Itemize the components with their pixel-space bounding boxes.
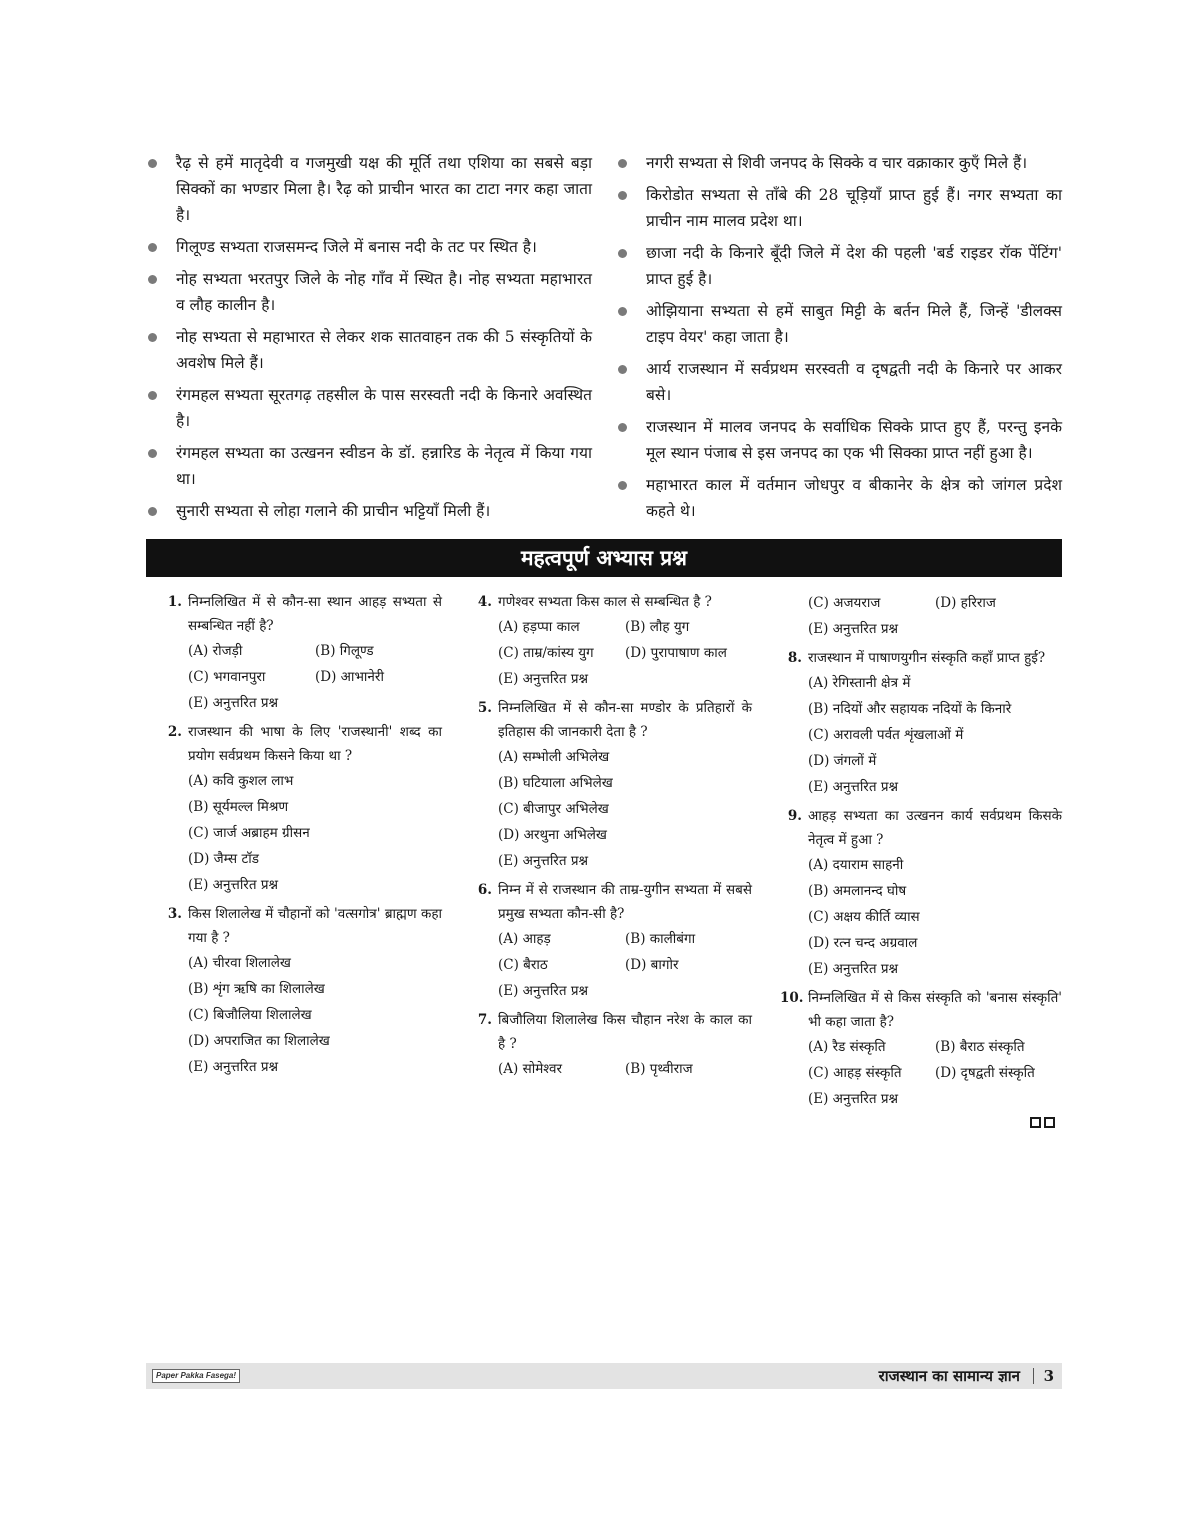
question-text: गणेश्वर सभ्यता किस काल से सम्बन्धित है ? [498,594,712,610]
bullet-item: किरोडोत सभ्यता से ताँबे की 28 चूड़ियाँ प्राप्त हुई हैं। नगर सभ्यता का प्राचीन नाम मालव प्रदेश था। [616,182,1062,234]
bullet-dot-icon [618,159,627,168]
square-icon [1044,1117,1055,1128]
option-c: (C) अजयराज [808,595,881,611]
option-d: (D) बागोर [625,957,679,973]
question-text: निम्नलिखित में से किस संस्कृति को 'बनास संस्कृति' भी कहा जाता है? [808,990,1062,1030]
option-e: (E) अनुत्तरित प्रश्न [808,1091,899,1107]
bullet-dot-icon [618,365,627,374]
option-d: (D) अरथुना अभिलेख [498,827,607,843]
bullet-dot-icon [618,307,627,316]
option-d: (D) दृषद्वती संस्कृति [935,1065,1035,1081]
bullet-dot-icon [148,391,157,400]
square-icon [1030,1117,1041,1128]
bullet-dot-icon [618,191,627,200]
option-a: (A) कवि कुशल लाभ [188,773,294,789]
option-c: (C) ताम्र/कांस्य युग [498,645,594,661]
question-4 [470,590,752,692]
bullet-dot-icon [618,423,627,432]
option-a: (A) दयाराम साहनी [808,857,904,873]
question-7-continued [780,590,1062,642]
bullet-item: ओझियाना सभ्यता से हमें साबुत मिट्टी के बर्तन मिले हैं, जिन्हें 'डीलक्स टाइप वेयर' कहा जाता है। [616,298,1062,350]
bullet-section [146,150,1062,530]
question-number: 5. [477,700,492,716]
section-title: महत्वपूर्ण अभ्यास प्रश्न [146,539,1062,577]
question-number: 7. [477,1012,492,1028]
option-b: (B) पृथ्वीराज [625,1061,693,1077]
question-6 [470,878,752,1004]
bullet-item: नोह सभ्यता से महाभारत से लेकर शक सातवाहन तक की 5 संस्कृतियों के अवशेष मिले हैं। [146,324,592,376]
bullet-item: सुनारी सभ्यता से लोहा गलाने की प्राचीन भट्टियाँ मिली हैं। [146,498,592,524]
bullet-item: गिलूण्ड सभ्यता राजसमन्द जिले में बनास नदी के तट पर स्थित है। [146,234,592,260]
question-9 [780,804,1062,982]
option-e: (E) अनुत्तरित प्रश्न [188,877,279,893]
option-d: (D) हरिराज [935,595,996,611]
questions-section [160,590,1062,1116]
option-a: (A) सम्भोली अभिलेख [498,749,610,765]
option-e: (E) अनुत्तरित प्रश्न [808,961,899,977]
option-b: (B) नदियों और सहायक नदियों के किनारे [808,701,1012,717]
option-c: (C) अक्षय कीर्ति व्यास [808,909,920,925]
option-c: (C) आहड़ संस्कृति [808,1065,902,1081]
question-text: आहड़ सभ्यता का उत्खनन कार्य सर्वप्रथम किसके नेतृत्व में हुआ ? [808,808,1062,848]
option-b: (B) कालीबंगा [625,931,696,947]
question-column-1 [160,590,442,1116]
option-c: (C) बीजापुर अभिलेख [498,801,609,817]
footer-divider [1033,1368,1034,1384]
question-number: 4. [477,594,492,610]
bullet-item: रंगमहल सभ्यता सूरतगढ़ तहसील के पास सरस्वती नदी के किनारे अवस्थित है। [146,382,592,434]
book-title: राजस्थान का सामान्य ज्ञान [878,1367,1020,1385]
bullet-item: आर्य राजस्थान में सर्वप्रथम सरस्वती व दृषद्वती नदी के किनारे पर आकर बसे। [616,356,1062,408]
option-c: (C) अरावली पर्वत शृंखलाओं में [808,727,964,743]
option-b: (B) बैराठ संस्कृति [935,1039,1025,1055]
option-a: (A) रेगिस्तानी क्षेत्र में [808,675,911,691]
bullet-dot-icon [148,275,157,284]
end-of-section-mark [1030,1117,1055,1128]
option-c: (C) बैराठ [498,957,548,973]
bullet-item: महाभारत काल में वर्तमान जोधपुर व बीकानेर के क्षेत्र को जांगल प्रदेश कहते थे। [616,472,1062,524]
question-number: 8. [787,650,802,666]
bullet-dot-icon [148,333,157,342]
option-b: (B) गिलूण्ड [315,643,374,659]
option-a: (A) चीरवा शिलालेख [188,955,291,971]
question-2 [160,720,442,898]
bullet-item: नगरी सभ्यता से शिवी जनपद के सिक्के व चार वक्राकार कुएँ मिले हैं। [616,150,1062,176]
option-b: (B) अमलानन्द घोष [808,883,907,899]
question-text: किस शिलालेख में चौहानों को 'वत्सगोत्र' ब्राह्मण कहा गया है ? [188,906,442,946]
question-3 [160,902,442,1080]
option-e: (E) अनुत्तरित प्रश्न [188,695,279,711]
option-c: (C) जार्ज अब्राहम ग्रीसन [188,825,310,841]
question-text: राजस्थान की भाषा के लिए 'राजस्थानी' शब्द का प्रयोग सर्वप्रथम किसने किया था ? [188,724,442,764]
option-b: (B) सूर्यमल्ल मिश्रण [188,799,289,815]
question-text: निम्नलिखित में से कौन-सा स्थान आहड़ सभ्यता से सम्बन्धित नहीं है? [188,594,442,634]
bullet-item: नोह सभ्यता भरतपुर जिले के नोह गाँव में स्थित है। नोह सभ्यता महाभारत व लौह कालीन है। [146,266,592,318]
option-c: (C) बिजौलिया शिलालेख [188,1007,312,1023]
bullet-dot-icon [148,449,157,458]
option-a: (A) रोजड़ी [188,643,243,659]
bullet-column-right [616,150,1062,530]
bullet-item: रैढ़ से हमें मातृदेवी व गजमुखी यक्ष की मूर्ति तथा एशिया का सबसे बड़ा सिक्कों का भण्डार मिला है। रैढ़ को प्राचीन भारत का टाटा नगर कहा जाता है। [146,150,592,228]
question-number: 2. [167,724,182,740]
option-d: (D) पुरापाषाण काल [625,645,727,661]
option-e: (E) अनुत्तरित प्रश्न [808,621,899,637]
bullet-dot-icon [148,243,157,252]
question-number: 6. [477,882,492,898]
bullet-dot-icon [148,507,157,516]
publisher-logo: Paper Pakka Fasega! [152,1369,240,1383]
option-a: (A) सोमेश्वर [498,1061,563,1077]
option-d: (D) अपराजित का शिलालेख [188,1033,330,1049]
question-number: 10. [780,990,804,1006]
bullet-item: रंगमहल सभ्यता का उत्खनन स्वीडन के डॉ. हन्नारिड के नेतृत्व में किया गया था। [146,440,592,492]
page-footer [146,1363,1062,1389]
question-8 [780,646,1062,800]
option-b: (B) लौह युग [625,619,690,635]
question-number: 3. [167,906,182,922]
bullet-column-left [146,150,592,530]
option-b: (B) शृंग ऋषि का शिलालेख [188,981,325,997]
question-number: 9. [787,808,802,824]
option-a: (A) आहड़ [498,931,551,947]
option-e: (E) अनुत्तरित प्रश्न [188,1059,279,1075]
question-text: बिजौलिया शिलालेख किस चौहान नरेश के काल का है ? [498,1012,752,1052]
option-d: (D) जंगलों में [808,753,877,769]
question-10 [780,986,1062,1112]
option-b: (B) घटियाला अभिलेख [498,775,613,791]
question-column-3 [780,590,1062,1116]
option-a: (A) हड़प्पा काल [498,619,580,635]
option-c: (C) भगवानपुरा [188,669,266,685]
option-e: (E) अनुत्तरित प्रश्न [498,671,589,687]
option-d: (D) जैम्स टॉड [188,851,259,867]
bullet-dot-icon [618,249,627,258]
bullet-dot-icon [618,481,627,490]
option-a: (A) रैड संस्कृति [808,1039,886,1055]
question-column-2 [470,590,752,1116]
question-5 [470,696,752,874]
bullet-item: छाजा नदी के किनारे बूँदी जिले में देश की पहली 'बर्ड राइडर रॉक पेंटिंग' प्राप्त हुई है। [616,240,1062,292]
bullet-item: राजस्थान में मालव जनपद के सर्वाधिक सिक्के प्राप्त हुए हैं, परन्तु इनके मूल स्थान पंजाब से इस जनपद का एक भी सिक्का प्राप्त नहीं हुआ है। [616,414,1062,466]
question-number: 1. [167,594,182,610]
option-d: (D) रत्न चन्द अग्रवाल [808,935,918,951]
option-e: (E) अनुत्तरित प्रश्न [808,779,899,795]
question-7 [470,1008,752,1082]
option-d: (D) आभानेरी [315,669,384,685]
question-text: राजस्थान में पाषाणयुगीन संस्कृति कहाँ प्राप्त हुई? [808,650,1046,666]
question-1 [160,590,442,716]
option-e: (E) अनुत्तरित प्रश्न [498,853,589,869]
question-text: निम्नलिखित में से कौन-सा मण्डोर के प्रतिहारों के इतिहास की जानकारी देता है ? [498,700,752,740]
bullet-dot-icon [148,159,157,168]
page-number: 3 [1043,1367,1054,1385]
option-e: (E) अनुत्तरित प्रश्न [498,983,589,999]
question-text: निम्न में से राजस्थान की ताम्र-युगीन सभ्यता में सबसे प्रमुख सभ्यता कौन-सी है? [498,882,752,922]
